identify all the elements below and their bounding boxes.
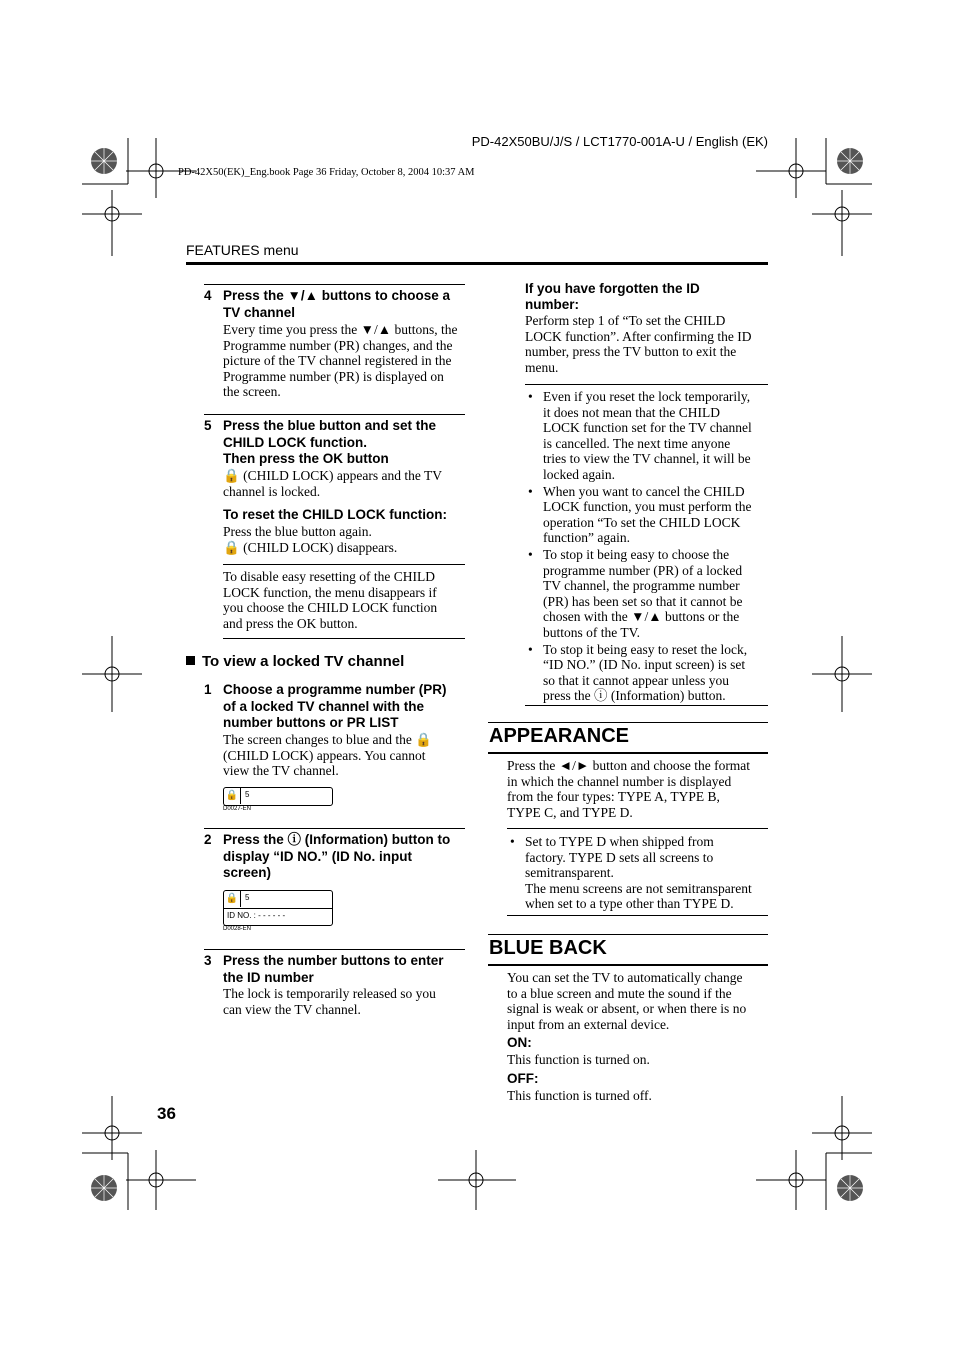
step-title: Choose a programme number (PR) of a locked TV channel with the number buttons or PR LIST	[223, 682, 447, 730]
divider	[223, 638, 465, 639]
step-title: Press the blue button and set the CHILD LOCK function. Then press the OK button	[223, 418, 437, 466]
divider	[204, 828, 465, 829]
page-number: 36	[157, 1104, 176, 1123]
reset-body: Press the blue button again. 🔒 (CHILD LOCK) disappears.	[223, 524, 398, 555]
channel-number: 5	[245, 893, 250, 902]
step-title: Press the ⓘ (Information) button to display “ID NO.” (ID No. input screen)	[223, 832, 451, 880]
subsection-heading: To view a locked TV channel	[186, 653, 404, 670]
step-body: Every time you press the ▼/▲ buttons, the Programme number (PR) changes, and the picture of the TV channel registered in the Programme number (PR) is displayed on the screen.	[223, 322, 458, 400]
note-body: To disable easy resetting of the CHILD LOCK function, the menu disappears if you choose the CHILD LOCK function and press the OK button.	[223, 569, 438, 631]
notes-list	[525, 389, 768, 704]
square-bullet-icon	[186, 656, 195, 665]
lock-icon: 🔒	[224, 891, 241, 907]
step-number: 1	[204, 682, 212, 697]
forgot-id-heading: If you have forgotten the ID number:	[525, 281, 700, 312]
appearance-notes	[507, 834, 768, 912]
osd-screen-illustration	[223, 787, 333, 806]
forgot-id-body: Perform step 1 of “To set the CHILD LOCK function”. After confirming the ID number, press the TV button to exit the menu.	[525, 313, 752, 375]
divider	[525, 705, 768, 706]
step-title: Press the number buttons to enter the ID number	[223, 953, 444, 985]
osd-id-screen-illustration	[223, 890, 333, 926]
list-item: • Set to TYPE D when shipped from factory. TYPE D sets all screens to semitransparent. The menu screens are not semitransparent when set to a type other than TYPE D.	[507, 834, 768, 912]
divider	[507, 828, 768, 829]
section-title: FEATURES menu	[186, 242, 299, 258]
id-number-field: ID NO. : - - - - - -	[227, 911, 286, 920]
divider	[488, 964, 768, 966]
divider	[204, 284, 465, 285]
divider	[223, 564, 465, 565]
on-heading: ON:	[507, 1035, 532, 1050]
off-heading: OFF:	[507, 1071, 539, 1086]
list-item: • Even if you reset the lock temporarily, it does not mean that the CHILD LOCK function set for the TV channel is cancelled. The next time anyone tries to view the TV channel, it will be locked again.	[525, 389, 768, 483]
divider	[488, 722, 768, 723]
step-title: Press the ▼/▲ buttons to choose a TV channel	[223, 288, 451, 320]
lock-icon: 🔒	[224, 788, 241, 804]
off-body: This function is turned off.	[507, 1088, 652, 1103]
blue-back-body: You can set the TV to automatically change to a blue screen and mute the sound if the signal is weak or absent, or when there is no input from an external device.	[507, 970, 747, 1032]
appearance-body: Press the ◄/► button and choose the format in which the channel number is displayed from the four types: TYPE A, TYPE B, TYPE C, and TYPE D.	[507, 758, 751, 820]
divider	[204, 949, 465, 950]
step-number: 2	[204, 832, 212, 847]
divider	[204, 414, 465, 415]
section-rule	[186, 262, 768, 265]
step-number: 3	[204, 953, 212, 968]
appearance-heading: APPEARANCE	[489, 725, 630, 747]
channel-number: 5	[245, 790, 250, 799]
step-body: 🔒 (CHILD LOCK) appears and the TV channel is locked.	[223, 468, 443, 499]
step-body: The lock is temporarily released so you can view the TV channel.	[223, 986, 436, 1017]
book-info-line: PD-42X50(EK)_Eng.book Page 36 Friday, October 8, 2004 10:37 AM	[178, 167, 475, 178]
divider	[488, 752, 768, 754]
on-body: This function is turned on.	[507, 1052, 650, 1067]
reset-heading: To reset the CHILD LOCK function:	[223, 507, 447, 522]
step-body: The screen changes to blue and the 🔒 (CHILD LOCK) appears. You cannot view the TV channel.	[223, 732, 433, 779]
list-item: • When you want to cancel the CHILD LOCK function, you must perform the operation “To set the CHILD LOCK function” again.	[525, 484, 768, 546]
figure-code: D0027-EN	[223, 806, 252, 812]
list-item: • To stop it being easy to reset the lock, “ID NO.” (ID No. input screen) is set so that it cannot appear unless you press the ⓘ (Information) button.	[525, 642, 768, 704]
divider	[525, 384, 768, 385]
step-number: 5	[204, 418, 212, 433]
list-item: • To stop it being easy to choose the programme number (PR) of a locked TV channel, the programme number (PR) has been set so that it cannot be chosen with the ▼/▲ buttons or the buttons of the TV.	[525, 547, 768, 641]
divider	[488, 934, 768, 935]
blue-back-heading: BLUE BACK	[489, 937, 607, 959]
step-number: 4	[204, 288, 212, 303]
document-code: PD-42X50BU/J/S / LCT1770-001A-U / English (EK)	[471, 134, 768, 149]
divider	[507, 915, 768, 916]
figure-code: D0028-EN	[223, 926, 252, 932]
